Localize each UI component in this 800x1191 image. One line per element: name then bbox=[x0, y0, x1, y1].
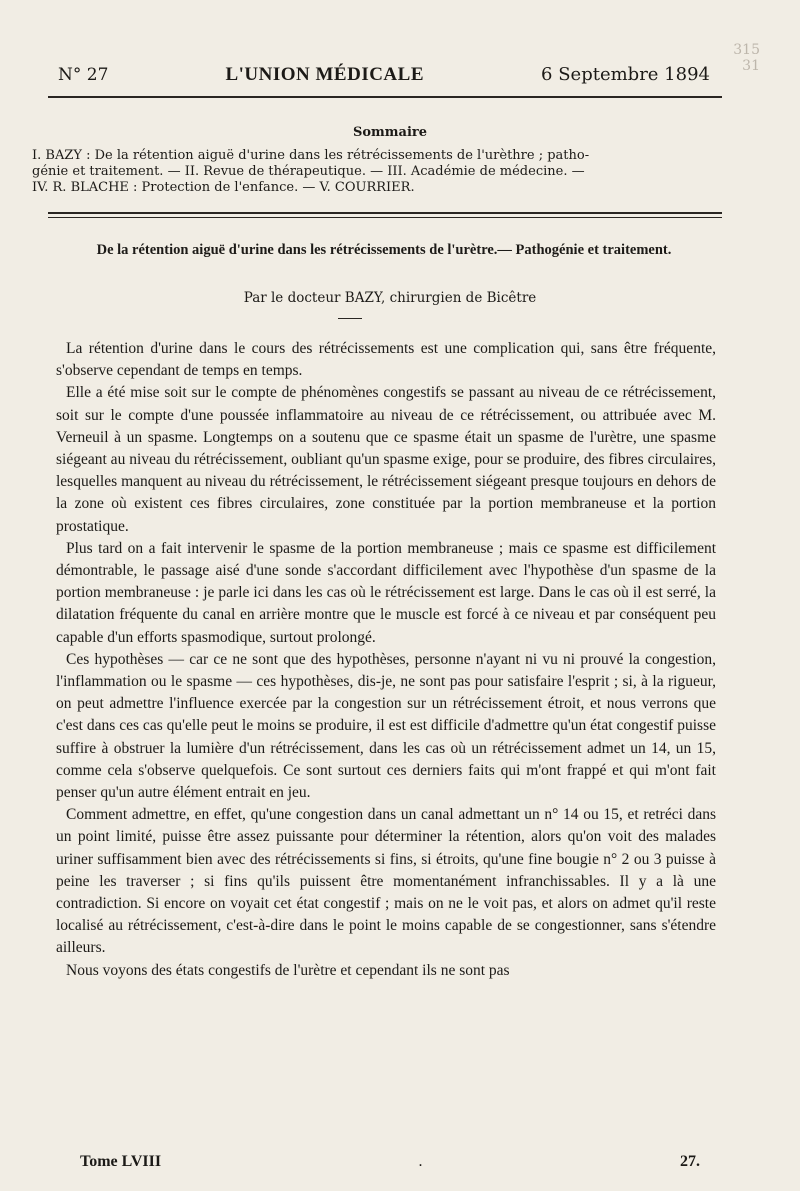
sommaire-line: IV. R. BLACHE : Protection de l'enfance. — V. COURRIER. bbox=[32, 180, 415, 195]
body-paragraph: Ces hypothèses — car ce ne sont que des hypothèses, personne n'ayant ni vu ni prouvé la congestion, l'inflammation ou le spasme — ces hypothèses, dis-je, ne sont pas pour satisfaire l'esprit ; si, à la rigueur, on peut admettre l'influence exercée par la congestion sur un rétrécissement étroit, et nous verrons que c'est dans ces cas qu'elle peut le moins se produire, il est est difficile d'admettre qu'un état congestif puisse suffire à obstruer la lumière d'un rétrécissement, dans les cas où un rétrécissement admet un 14, un 15, comme cela s'observe quelquefois. Ce sont surtout ces derniers faits qui m'ont frappé et qui m'ont fait penser qu'un autre élément entrait en jeu. bbox=[56, 650, 716, 802]
sommaire-line: I. BAZY : De la rétention aiguë d'urine dans les rétrécissements de l'urèthre ; patho- bbox=[32, 148, 590, 163]
volume-label: Tome LVIII bbox=[80, 1153, 162, 1170]
article-title: De la rétention aiguë d'urine dans les rétrécissements de l'urètre.— Pathogénie et traitement. bbox=[96, 242, 672, 258]
body-paragraph: Elle a été mise soit sur le compte de phénomènes congestifs se passant au niveau de ce rétrécissement, soit sur le compte d'une poussée inflammatoire au niveau de ce rétrécissement, ou attribuée avec M. Verneuil à un spasme. Longtemps on a soutenu que ce spasme était un spasme de l'urètre, une spasme siégeant au niveau du rétrécissement, oubliant qu'un spasme exige, pour se produire, des fibres circulaires, lesquelles manquent au niveau du rétrécissement, le rétrécissement siégeant presque toujours en dehors de la zone où existent ces fibres circulaires, zone constituée par la portion membraneuse et la portion prostatique. bbox=[56, 384, 716, 535]
bleed-through-line: 315 bbox=[733, 42, 760, 58]
body-paragraph: Nous voyons des états congestifs de l'urètre et cependant ils ne sont pas bbox=[66, 961, 510, 979]
page-number: 27. bbox=[679, 1153, 700, 1170]
body-paragraph: Comment admettre, en effet, qu'une congestion dans un canal admettant un n° 14 ou 15, et retréci dans un point limité, puisse être assez puissante pour déterminer la rétention, alors qu'on voit des malades uriner suffisamment bien avec des rétrécissements si fins, si étroits, qu'une fine bougie n° 2 ou 3 puisse à peine les traverser ; si fins qu'ils puissent être momentanément infranchissables. Il y a là une contradiction. Si encore on voyait cet état congestif ; mais on ne le voit pas, et alors on admet qu'il reste localisé au rétrécissement, c'est-à-dire dans le point le moins capable de se congestionner, sans s'étendre ailleurs. bbox=[56, 806, 716, 957]
sommaire-rule-thin bbox=[48, 217, 722, 218]
issue-date: 6 Septembre 1894 bbox=[541, 64, 710, 85]
sommaire-title: Sommaire bbox=[352, 125, 428, 140]
article-body bbox=[56, 338, 716, 982]
sommaire-contents bbox=[32, 148, 732, 196]
bleed-through-page-number bbox=[733, 42, 760, 74]
issue-number: N° 27 bbox=[58, 65, 109, 85]
body-paragraph: Plus tard on a fait intervenir le spasme de la portion membraneuse ; mais ce spasme est difficilement démontrable, le passage aisé d'une sonde s'accordant difficilement avec l'hypothèse d'un spasme de la portion membraneuse : je parle ici dans les cas où le rétrécissement est large. Dans le cas où il est serré, la dilatation fréquente du canal en arrière montre que le muscle est forcé à ce niveau et par conséquent peu capable d'un efforts spasmodique, surtout prolongé. bbox=[56, 539, 716, 646]
page-footer bbox=[80, 1153, 700, 1171]
running-header bbox=[58, 64, 710, 94]
journal-title: L'UNION MÉDICALE bbox=[225, 64, 425, 85]
article-byline: Par le docteur BAZY, chirurgien de Bicêtre bbox=[243, 290, 537, 306]
sommaire-line: génie et traitement. — II. Revue de thérapeutique. — III. Académie de médecine. — bbox=[32, 164, 585, 179]
byline-divider bbox=[338, 318, 362, 319]
header-rule bbox=[48, 96, 722, 98]
sommaire-rule bbox=[48, 212, 722, 214]
bleed-through-line: 31 bbox=[742, 58, 760, 74]
footer-separator: . bbox=[418, 1153, 423, 1170]
body-paragraph: La rétention d'urine dans le cours des rétrécissements est une complication qui, sans être fréquente, s'observe cependant de temps en temps. bbox=[56, 340, 716, 380]
